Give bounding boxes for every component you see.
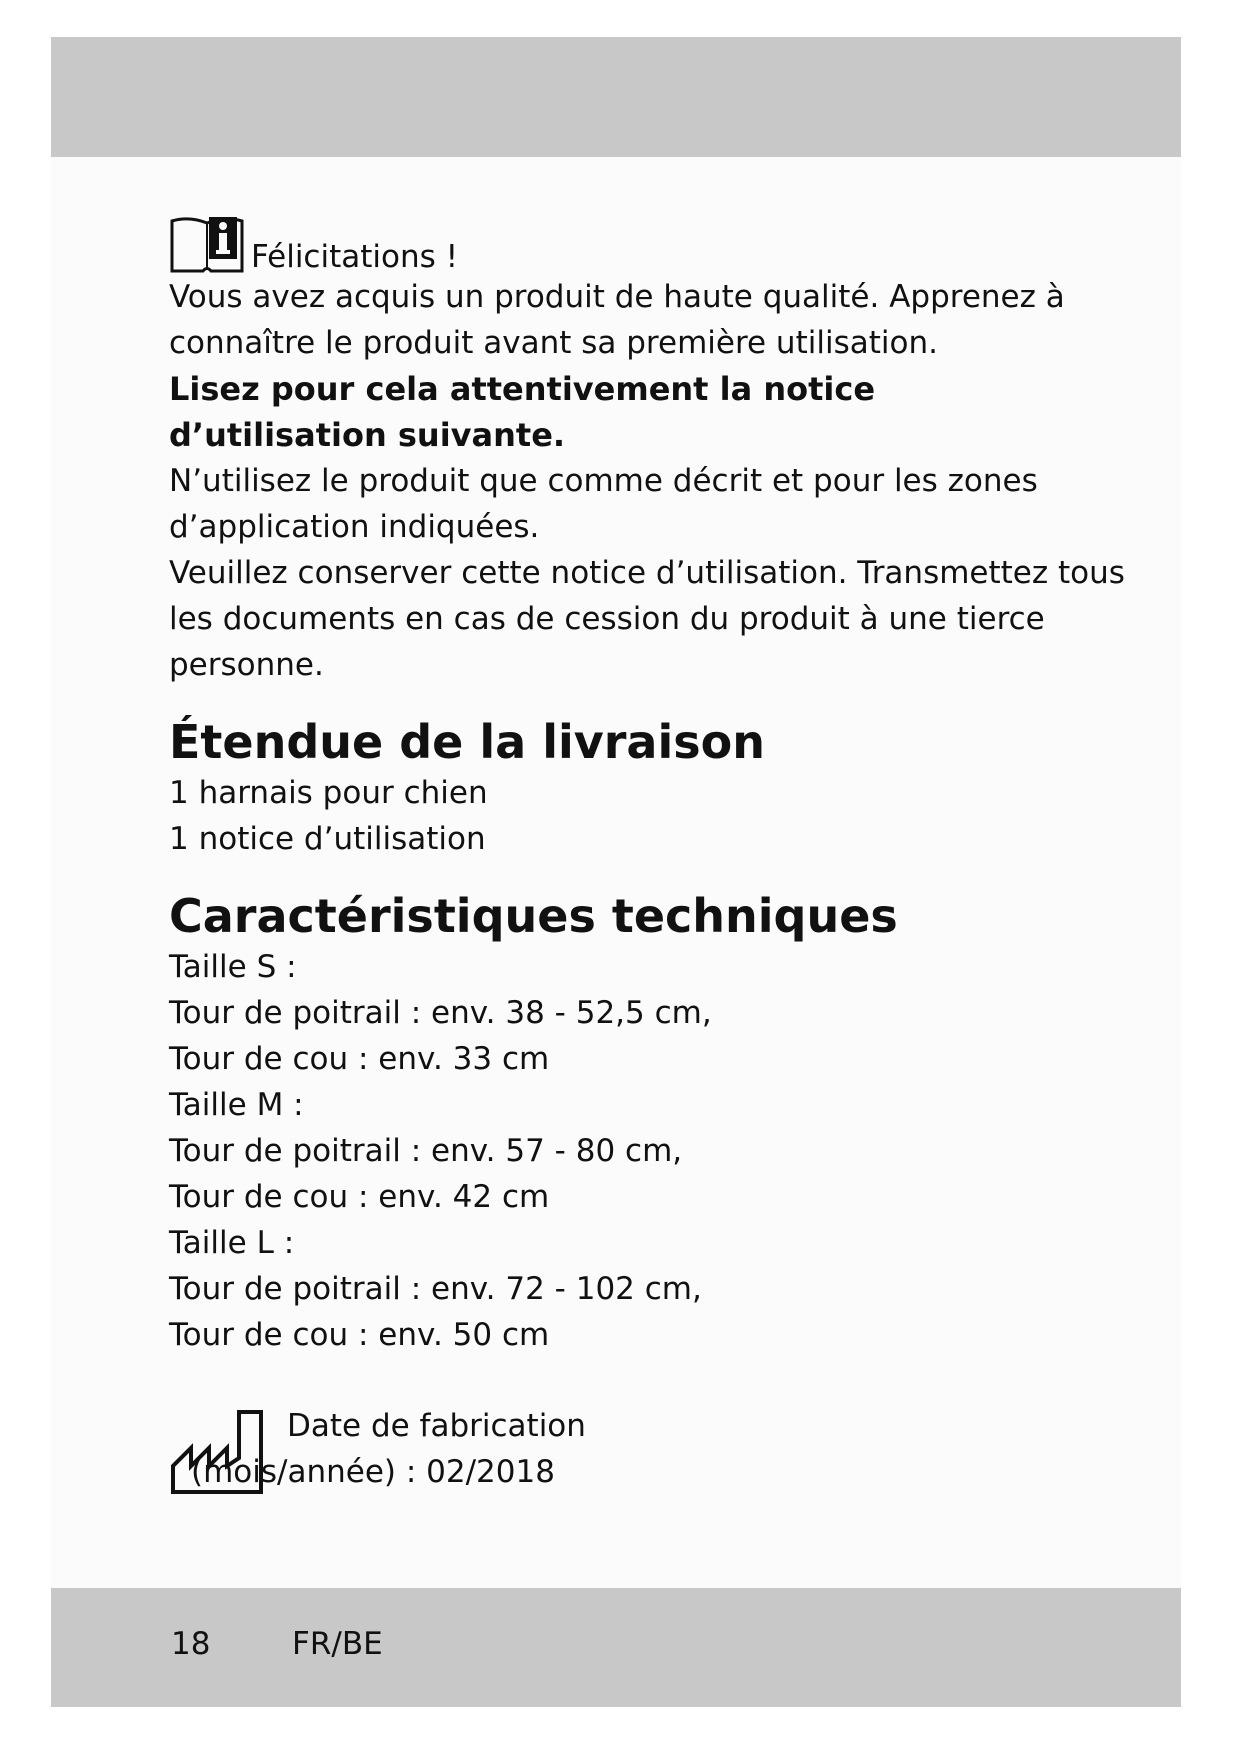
manufacture-date [169,1400,769,1510]
delivery-item: 1 notice d’utilisation [169,821,486,857]
spec-line: Tour de poitrail : env. 38 - 52,5 cm, [169,995,712,1031]
spec-line: Taille L : [169,1225,295,1261]
manufacture-label: Date de fabrication [287,1408,586,1444]
intro-line: d’application indiquées. [169,509,540,545]
intro-bold-line: Lisez pour cela attentivement la notice [169,370,876,408]
intro-line: N’utilisez le produit que comme décrit et pour les zones [169,463,1038,499]
intro-line: Veuillez conserver cette notice d’utilisation. Transmettez tous [169,555,1125,591]
main-content [169,210,1125,1358]
footer-band [51,1588,1181,1707]
spec-line: Tour de poitrail : env. 57 - 80 cm, [169,1133,683,1169]
delivery-item: 1 harnais pour chien [169,775,488,811]
intro-title: Félicitations ! [251,239,459,275]
page-number: 18 [171,1626,211,1662]
spec-line: Tour de cou : env. 33 cm [169,1041,550,1077]
intro-line: personne. [169,647,324,683]
specs-heading: Caractéristiques techniques [169,889,898,943]
spec-line: Tour de cou : env. 42 cm [169,1179,550,1215]
spec-line: Taille S : [169,949,297,985]
spec-line: Taille M : [169,1087,304,1123]
intro-bold-line: d’utilisation suivante. [169,416,566,454]
book-info-icon [169,213,245,275]
intro-line: connaître le produit avant sa première utilisation. [169,325,938,361]
intro-line: les documents en cas de cession du produit à une tierce [169,601,1045,637]
intro-header [169,210,1069,274]
manufacture-value: (mois/année) : 02/2018 [191,1454,555,1490]
intro-line: Vous avez acquis un produit de haute qualité. Apprenez à [169,279,1065,315]
spec-line: Tour de poitrail : env. 72 - 102 cm, [169,1271,702,1307]
spec-line: Tour de cou : env. 50 cm [169,1317,550,1353]
language-code: FR/BE [292,1626,383,1662]
delivery-heading: Étendue de la livraison [169,715,765,769]
header-band [51,37,1181,157]
